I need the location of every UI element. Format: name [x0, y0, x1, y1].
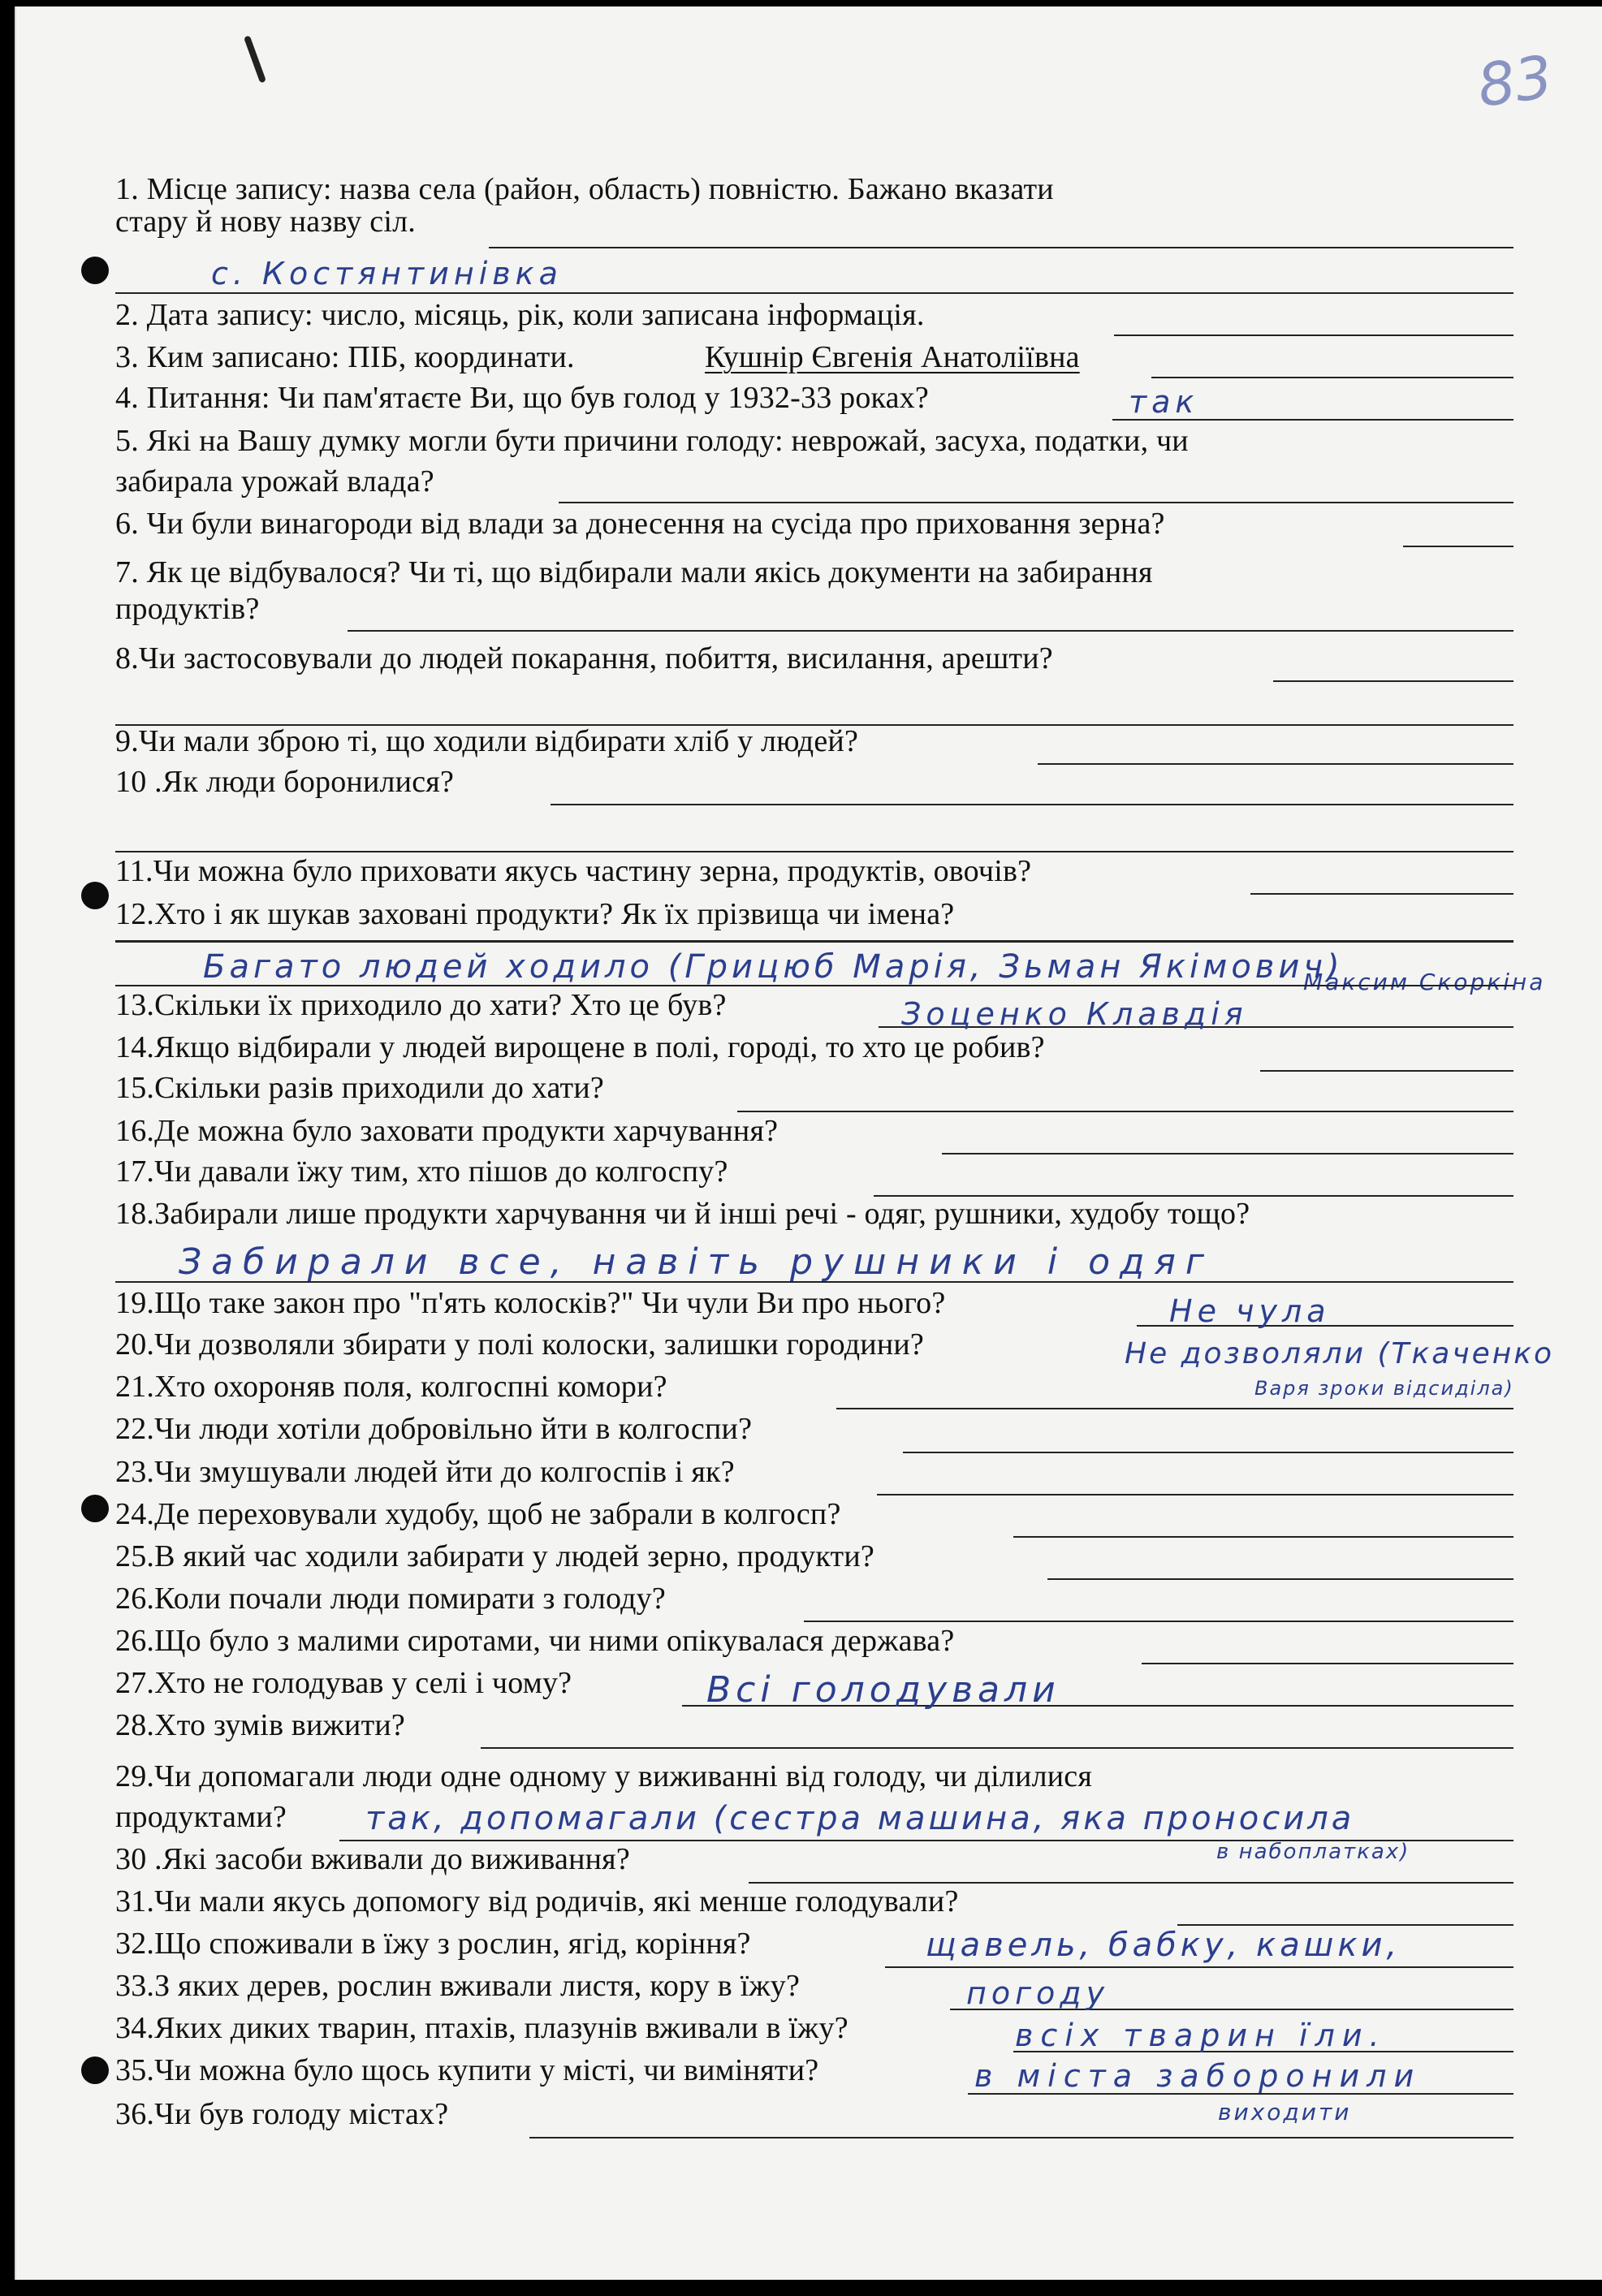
- answer-line: [836, 1408, 1513, 1409]
- answer-line: [1177, 1924, 1513, 1926]
- question-1-line2: стару й нову назву сіл.: [115, 205, 416, 239]
- answer-35-handwriting-line2: виходити: [1218, 2099, 1352, 2126]
- answer-line: [942, 1153, 1513, 1154]
- answer-line: [885, 1966, 1513, 1968]
- question-5-line2: забирала урожай влада?: [115, 464, 434, 498]
- answer-line: [1403, 546, 1513, 547]
- answer-line: [877, 1494, 1513, 1495]
- question-11: 11.Чи можна було приховати якусь частину зерна, продуктів, овочів?: [115, 854, 1032, 888]
- question-33: 33.З яких дерев, рослин вживали листя, кору в їжу?: [115, 1969, 801, 2003]
- answer-18-handwriting: Забирали все, навіть рушники і одяг: [179, 1241, 1214, 1283]
- question-16: 16.Де можна було заховати продукти харчування?: [115, 1114, 779, 1148]
- question-6: 6. Чи були винагороди від влади за донесення на сусіда про приховання зерна?: [115, 507, 1165, 541]
- questionnaire-page: [15, 6, 1602, 2280]
- question-17: 17.Чи давали їжу тим, хто пішов до колгоспу?: [115, 1154, 728, 1189]
- question-23: 23.Чи змушували людей йти до колгоспів і як?: [115, 1455, 735, 1489]
- answer-32-handwriting: щавель, бабку, кашки,: [926, 1927, 1401, 1964]
- question-31: 31.Чи мали якусь допомогу від родичів, які менше голодували?: [115, 1884, 959, 1918]
- answer-12-handwriting: Багато людей ходило (Грицюб Марія, Зьман Якімович): [203, 948, 1344, 986]
- answer-27-handwriting: Всі голодували: [706, 1669, 1060, 1711]
- question-29-line2: продуктами?: [115, 1800, 287, 1834]
- question-18: 18.Забирали лише продукти харчування чи й інші речі - одяг, рушники, худобу тощо?: [115, 1197, 1250, 1231]
- question-19: 19.Що таке закон про "п'ять колосків?" Чи чули Ви про нього?: [115, 1286, 946, 1320]
- question-22: 22.Чи люди хотіли добровільно йти в колгоспи?: [115, 1412, 753, 1446]
- answer-1-handwriting: с. Костянтинівка: [211, 256, 563, 291]
- question-12: 12.Хто і як шукав заховані продукти? Як їх прізвища чи імена?: [115, 897, 955, 931]
- question-1-line1: 1. Місце запису: назва села (район, область) повністю. Бажано вказати: [115, 172, 1054, 206]
- question-3-value: Кушнір Євгенія Анатоліївна: [705, 340, 1080, 374]
- question-5-line1: 5. Які на Вашу думку могли бути причини голоду: неврожай, засуха, податки, чи: [115, 424, 1189, 458]
- answer-line: [1260, 1070, 1513, 1072]
- answer-19-handwriting: Не чула: [1169, 1293, 1331, 1329]
- answer-line: [115, 292, 1513, 294]
- question-30: 30 .Які засоби вживали до виживання?: [115, 1842, 630, 1876]
- question-26b: 26.Що було з малими сиротами, чи ними опікувалася держава?: [115, 1624, 955, 1658]
- answer-20-handwriting-line2: Варя зроки відсиділа): [1254, 1377, 1514, 1400]
- question-7-line2: продуктів?: [115, 592, 260, 626]
- answer-29-handwriting: так, допомагали (сестра машина, яка проносила: [365, 1800, 1355, 1837]
- question-13: 13.Скільки їх приходило до хати? Хто це був?: [115, 988, 727, 1022]
- answer-line: [1151, 377, 1513, 378]
- question-28: 28.Хто зумів вижити?: [115, 1708, 405, 1742]
- answer-line: [115, 1281, 1513, 1283]
- question-21: 21.Хто охороняв поля, колгоспні комори?: [115, 1370, 667, 1404]
- answer-line: [1250, 893, 1513, 895]
- question-2: 2. Дата запису: число, місяць, рік, коли записана інформація.: [115, 298, 925, 332]
- punch-hole: [81, 2056, 109, 2084]
- answer-line: [115, 851, 1513, 852]
- question-25: 25.В який час ходили забирати у людей зерно, продукти?: [115, 1539, 874, 1573]
- question-29-line1: 29.Чи допомагали люди одне одному у виживанні від голоду, чи ділилися: [115, 1759, 1093, 1793]
- question-15: 15.Скільки разів приходили до хати?: [115, 1071, 604, 1105]
- question-8: 8.Чи застосовували до людей покарання, побиття, висилання, арешти?: [115, 641, 1053, 675]
- question-26a: 26.Коли почали люди помирати з голоду?: [115, 1582, 666, 1616]
- answer-line: [749, 1882, 1513, 1884]
- answer-line: [1273, 680, 1513, 682]
- punch-hole: [81, 257, 109, 284]
- question-7-line1: 7. Як це відбувалося? Чи ті, що відбирали мали якісь документи на забирання: [115, 555, 1153, 589]
- page-number: 83: [1473, 42, 1557, 120]
- answer-33-handwriting: погоду: [966, 1975, 1110, 2011]
- answer-line: [529, 2137, 1513, 2138]
- question-4: 4. Питання: Чи пам'ятаєте Ви, що був голод у 1932-33 роках?: [115, 381, 929, 415]
- answer-line: [903, 1452, 1513, 1453]
- answer-line: [551, 804, 1513, 805]
- question-14: 14.Якщо відбирали у людей вирощене в полі, городі, то хто це робив?: [115, 1030, 1045, 1064]
- answer-12-handwriting-line2: Максим Скоркіна: [1303, 969, 1546, 995]
- answer-line: [1047, 1578, 1513, 1580]
- answer-line: [559, 502, 1513, 503]
- question-20: 20.Чи дозволяли збирати у полі колоски, залишки городини?: [115, 1327, 924, 1362]
- answer-29-handwriting-line2: в набоплатках): [1216, 1840, 1410, 1864]
- question-3: 3. Ким записано: ПІБ, координати.: [115, 340, 575, 374]
- answer-line: [489, 247, 1513, 248]
- answer-line: [481, 1747, 1513, 1749]
- question-36: 36.Чи був голоду містах?: [115, 2097, 449, 2131]
- question-34: 34.Яких диких тварин, птахів, плазунів вживали в їжу?: [115, 2011, 848, 2045]
- question-27: 27.Хто не голодував у селі і чому?: [115, 1666, 572, 1700]
- question-32: 32.Що споживали в їжу з рослин, ягід, коріння?: [115, 1927, 751, 1961]
- answer-line: [115, 940, 1513, 943]
- punch-hole: [81, 882, 109, 909]
- answer-line: [804, 1621, 1513, 1622]
- question-10: 10 .Як люди боронилися?: [115, 765, 455, 799]
- answer-line: [115, 985, 1513, 986]
- answer-line: [348, 630, 1513, 632]
- answer-line: [1038, 763, 1513, 765]
- question-24: 24.Де переховували худобу, щоб не забрали в колгосп?: [115, 1497, 841, 1531]
- answer-line: [1114, 334, 1513, 336]
- answer-20-handwriting: Не дозволяли (Ткаченко: [1125, 1337, 1555, 1370]
- pen-mark: [244, 35, 266, 83]
- question-9: 9.Чи мали зброю ті, що ходили відбирати хліб у людей?: [115, 724, 859, 758]
- question-35: 35.Чи можна було щось купити у місті, чи виміняти?: [115, 2053, 819, 2087]
- answer-line: [1142, 1663, 1513, 1664]
- answer-4-handwriting: так: [1129, 384, 1199, 420]
- answer-35-handwriting: в міста заборонили: [974, 2058, 1422, 2094]
- answer-13-handwriting: Зоценко Клавдія: [901, 996, 1248, 1032]
- answer-34-handwriting: всіх тварин їли.: [1015, 2018, 1387, 2053]
- punch-hole: [81, 1495, 109, 1522]
- answer-line: [737, 1111, 1513, 1112]
- answer-line: [1013, 1536, 1513, 1538]
